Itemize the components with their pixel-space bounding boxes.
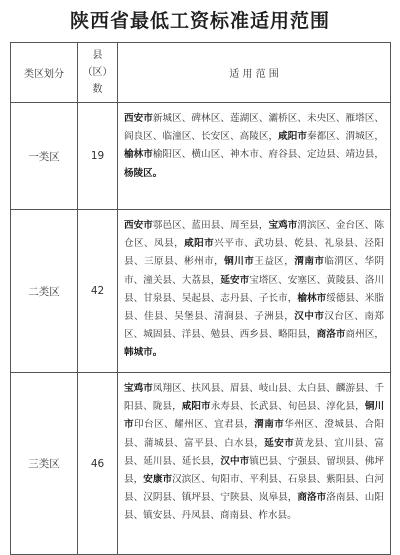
category-cell: 一类区	[11, 103, 78, 210]
city-name: 渭南市	[294, 256, 325, 268]
header-count-line: 县	[92, 50, 103, 61]
table-header-row	[11, 43, 391, 103]
header-count-line: （区）	[82, 67, 113, 78]
city-name: 韩城市。	[124, 347, 163, 359]
header-county-count	[78, 43, 118, 103]
city-name: 宝鸡市	[124, 383, 153, 394]
city-name: 汉中市	[294, 311, 325, 323]
county-list: 洛南县、山阳县、镇安县、丹凤县、商南县、柞水县。	[124, 492, 385, 522]
city-name: 咸阳市	[184, 238, 215, 250]
count-cell: 19	[78, 103, 118, 210]
page-title: 陕西省最低工资标准适用范围	[69, 10, 330, 32]
county-list: 华州区、澄城县、合阳县、蒲城县、富平县、白水县，	[124, 419, 385, 449]
city-name: 安康市	[143, 474, 173, 486]
header-category: 类区划分	[11, 43, 78, 103]
category-cell: 二类区	[11, 210, 78, 373]
city-name: 杨陵区。	[124, 167, 163, 179]
county-list: 渭滨区、金台区、陈仓区、凤县，	[124, 220, 385, 250]
county-list: 汉台区、南郑区、城固县、洋县、勉县、西乡县、略阳县，	[124, 311, 385, 341]
table-row	[11, 373, 391, 555]
city-name: 商洛市	[316, 329, 346, 341]
table-row	[11, 210, 391, 373]
county-list: 榆阳区、横山区、神木市、府谷县、定边县、靖边县，	[152, 149, 385, 161]
county-list: 镇巴县、宁强县、留坝县、佛坪县，	[124, 455, 385, 486]
county-list: 宝塔区、安塞区、黄陵县、洛川县、甘泉县、吴起县、志丹县、子长市，	[124, 274, 385, 304]
category-cell: 三类区	[11, 373, 78, 555]
city-name: 西安市	[124, 220, 153, 231]
scope-cell	[118, 103, 391, 210]
county-list: 黄龙县、宜川县、富县、延川县、延长县，	[124, 437, 385, 467]
city-name: 宝鸡市	[268, 220, 298, 231]
county-list: 绥德县、米脂县、佳县、吴堡县、清涧县、子洲县，	[124, 292, 385, 323]
city-name: 延安市	[220, 274, 250, 286]
city-name: 咸阳市	[278, 131, 308, 143]
county-list: 汉滨区、旬阳市、平利县、石泉县、紫阳县、白河县、汉阴县、镇坪县、宁陕县、岚皋县，	[124, 474, 385, 504]
county-list: 商州区，	[345, 329, 385, 341]
city-name: 铜川市	[124, 401, 385, 431]
city-name: 西安市	[124, 113, 153, 124]
city-name: 延安市	[264, 437, 295, 449]
county-list: 新城区、碑林区、莲湖区、灞桥区、未央区、雁塔区、阎良区、临潼区、长安区、高陵区，	[124, 113, 385, 143]
count-cell: 46	[78, 373, 118, 555]
scope-cell	[118, 210, 391, 373]
city-name: 商洛市	[297, 492, 327, 504]
county-list: 临渭区、华阴市、潼关县、大荔县，	[124, 256, 385, 286]
county-list: 秦都区、渭城区，	[307, 131, 385, 143]
scope-cell	[118, 373, 391, 555]
city-name: 铜川市	[224, 256, 255, 268]
city-name: 汉中市	[220, 455, 250, 467]
header-count-line: 数	[92, 84, 103, 95]
city-name: 榆林市	[297, 292, 327, 304]
county-list: 鄠邑区、蓝田县、周至县，	[152, 220, 269, 231]
county-list: 王益区，	[254, 256, 295, 268]
header-scope: 适 用 范 围	[118, 43, 391, 103]
city-name: 榆林市	[124, 149, 153, 161]
city-name: 咸阳市	[181, 401, 211, 413]
county-list: 印台区、耀州区、宜君县，	[134, 419, 255, 431]
county-list: 凤翔区、扶风县、眉县、岐山县、太白县、麟游县、千阳县、陇县，	[124, 383, 385, 413]
county-list: 兴平市、武功县、乾县、礼泉县、泾阳县、三原县、彬州市，	[124, 238, 385, 268]
table-row	[11, 103, 391, 210]
county-list: 永寿县、长武县、旬邑县、淳化县，	[210, 401, 365, 413]
wage-scope-table	[10, 42, 391, 555]
count-cell: 42	[78, 210, 118, 373]
city-name: 渭南市	[254, 419, 285, 431]
